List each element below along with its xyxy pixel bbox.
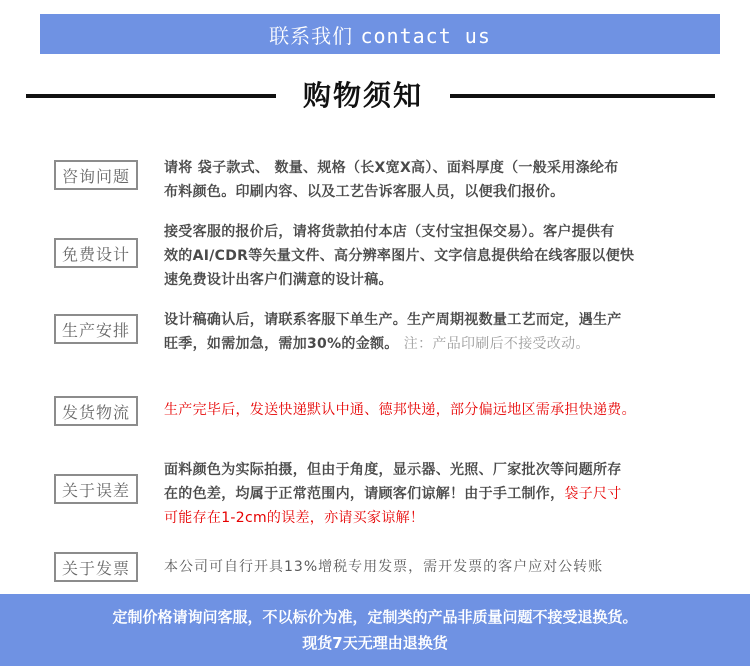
row-text-error bbox=[164, 458, 724, 530]
title-divider-right bbox=[450, 94, 715, 98]
row-label-shipping: 发货物流 bbox=[54, 396, 138, 426]
row-label-design: 免费设计 bbox=[54, 238, 138, 268]
contact-banner bbox=[40, 14, 720, 54]
row-text-segment: 在的色差，均属于正常范围内，请顾客们谅解！由于手工制作， bbox=[164, 486, 565, 502]
row-text-line: 请将 袋子款式、 数量、规格（长X宽X高）、面料厚度（一般采用涤纶布 bbox=[164, 160, 619, 176]
row-text-segment: 旺季，如需加急，需加30%的金额。 bbox=[164, 336, 399, 352]
title-divider-left bbox=[26, 94, 276, 98]
row-text-shipping: 生产完毕后，发送快递默认中通、德邦快递，部分偏远地区需承担快递费。 bbox=[164, 402, 636, 418]
row-text-invoice: 本公司可自行开具13%增税专用发票，需开发票的客户应对公转账 bbox=[164, 559, 604, 575]
row-text-production bbox=[164, 308, 724, 356]
row-label-production: 生产安排 bbox=[54, 314, 138, 344]
row-text-line: 布料颜色。印刷内容、以及工艺告诉客服人员，以便我们报价。 bbox=[164, 184, 565, 200]
row-text-inquiry bbox=[164, 156, 724, 204]
bottom-notice-line-2: 现货7天无理由退换货 bbox=[302, 634, 448, 652]
section-title-row bbox=[0, 78, 750, 114]
row-text-design bbox=[164, 220, 724, 292]
row-text-line: 设计稿确认后，请联系客服下单生产。生产周期视数量工艺而定，遇生产 bbox=[164, 312, 622, 328]
row-label-inquiry: 咨询问题 bbox=[54, 160, 138, 190]
row-note: 注：产品印刷后不接受改动。 bbox=[403, 336, 590, 352]
row-label-error: 关于误差 bbox=[54, 474, 138, 504]
section-title: 购物须知 bbox=[302, 79, 423, 112]
contact-label-en: contact us bbox=[360, 23, 491, 48]
bottom-notice-line-1: 定制价格请询问客服，不以标价为准，定制类的产品非质量问题不接受退换货。 bbox=[112, 608, 638, 626]
row-red-line: 可能存在1-2cm的误差，亦请买家谅解！ bbox=[164, 510, 425, 526]
contact-label bbox=[269, 20, 491, 49]
row-label-invoice: 关于发票 bbox=[54, 552, 138, 582]
row-text-line: 面料颜色为实际拍摄，但由于角度，显示器、光照、厂家批次等问题所存 bbox=[164, 462, 622, 478]
row-text-line: 效的AI/CDR等矢量文件、高分辨率图片、文字信息提供给在线客服以便快 bbox=[164, 248, 635, 264]
row-text-line: 速免费设计出客户们满意的设计稿。 bbox=[164, 272, 393, 288]
row-text-line bbox=[164, 332, 724, 356]
bottom-notice-bar bbox=[0, 594, 750, 666]
row-text-line: 接受客服的报价后，请将货款拍付本店（支付宝担保交易）。客户提供有 bbox=[164, 224, 615, 240]
row-red-inline: 袋子尺寸 bbox=[564, 486, 622, 502]
row-text-line bbox=[164, 482, 724, 506]
contact-label-cn: 联系我们 bbox=[269, 23, 354, 48]
